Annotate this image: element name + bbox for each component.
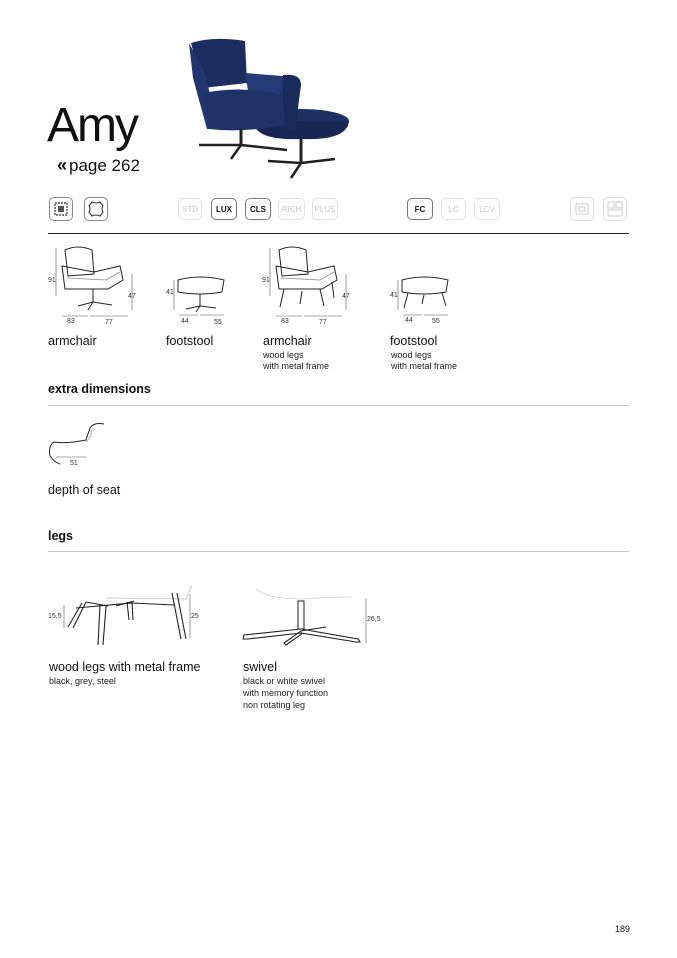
leg-option-desc: non rotating leg <box>243 700 306 710</box>
variant-desc-line: with metal frame <box>391 361 458 371</box>
variant-desc-line: wood legs <box>263 350 304 360</box>
variant-name: armchair <box>48 334 97 348</box>
dim-width: 55 <box>214 319 222 326</box>
extra-dimensions-heading: extra dimensions <box>48 382 151 396</box>
page-reference-text: page 262 <box>69 156 140 175</box>
dim-height: 41 <box>390 292 398 299</box>
variant-desc-line: with metal frame <box>263 361 330 371</box>
badge-lux: LUX <box>211 198 237 220</box>
badge-rich: RICH <box>278 198 305 220</box>
seat-depth-drawing <box>46 420 111 472</box>
dim-seat-height: 47 <box>128 293 136 300</box>
section-divider <box>48 405 629 406</box>
section-divider <box>48 551 629 552</box>
dim-height: 91 <box>262 277 270 284</box>
dim-left-height: 15,5 <box>48 613 62 620</box>
dim-depth: 44 <box>405 317 413 324</box>
product-title: Amy <box>47 99 137 152</box>
swivel-base-drawing <box>240 585 385 650</box>
variant-name: armchair <box>263 334 312 348</box>
dim-depth: 83 <box>67 318 75 325</box>
dim-seat-height: 47 <box>342 293 350 300</box>
armchair-swivel-drawing <box>48 244 143 329</box>
dim-depth: 83 <box>281 318 289 325</box>
armchair-wood-legs-drawing <box>262 244 357 329</box>
leg-option-name: swivel <box>243 660 278 674</box>
leg-option-desc: with memory function <box>243 688 329 698</box>
dim-width: 77 <box>105 319 113 326</box>
extra-dimension-name: depth of seat <box>48 483 121 497</box>
leg-option-name: wood legs with metal frame <box>49 660 201 674</box>
page-number: 189 <box>615 924 631 934</box>
dim-depth: 44 <box>181 318 189 325</box>
dim-seat-depth: 51 <box>70 460 78 467</box>
footstool-swivel-drawing <box>164 268 234 328</box>
badge-std: STD <box>178 198 202 220</box>
badge-cls: CLS <box>245 198 271 220</box>
leather-hide-icon <box>84 197 108 221</box>
wood-legs-metal-frame-drawing <box>46 575 206 650</box>
leg-option-desc: black or white swivel <box>243 676 326 686</box>
upholstery-pattern-icon <box>49 197 73 221</box>
legs-heading: legs <box>48 529 74 543</box>
dim-height: 41 <box>166 289 174 296</box>
modular-layout-icon <box>603 197 627 221</box>
header-divider <box>48 233 629 234</box>
badge-lc: LC <box>441 198 466 220</box>
variant-desc-line: wood legs <box>391 350 432 360</box>
leg-option-desc: black, grey, steel <box>49 676 116 686</box>
dim-swivel-height: 26,5 <box>367 616 381 623</box>
badge-fc: FC <box>407 198 433 220</box>
footstool-wood-legs-drawing <box>388 268 458 328</box>
badge-plus: PLUS <box>312 198 338 220</box>
variant-name: footstool <box>166 334 214 348</box>
double-chevron-left-icon: « <box>57 155 68 175</box>
dim-width: 55 <box>432 318 440 325</box>
badge-lcv: LCV <box>474 198 500 220</box>
single-module-icon <box>570 197 594 221</box>
dim-right-height: 25 <box>191 613 199 620</box>
variant-name: footstool <box>390 334 438 348</box>
dim-height: 91 <box>48 277 56 284</box>
dim-width: 77 <box>319 319 327 326</box>
page-reference-link[interactable] <box>57 155 140 176</box>
hero-chair-image <box>183 33 353 183</box>
